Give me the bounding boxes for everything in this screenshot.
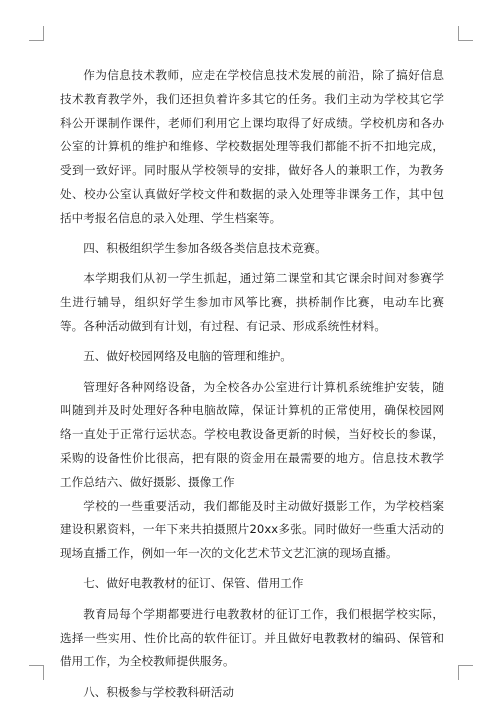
crop-mark-bottom-right [458,665,473,680]
paragraph-photography: 学校的一些重要活动，我们都能及时主动做好摄影工作，为学校档案建设积累资料，一年下来共拍摄照片20xx多张。同时做好一些重大活动的现场直播工作，例如一年一次的文化艺术节文艺汇演的现场直播。 [60,498,444,561]
section-heading-8: 八、积极参与学校教科研活动 [83,684,234,699]
crop-mark-bottom-left [29,665,44,680]
crop-mark-top-left [29,26,44,41]
crop-mark-top-right [458,26,473,41]
section-heading-4: 四、积极组织学生参加各级各类信息技术竞赛。 [83,241,327,256]
paragraph-duties: 作为信息技术教师，应走在学校信息技术发展的前沿，除了搞好信息技术教育教学外，我们还担负着许多其它的任务。我们主动为学校其它学科公开课制作课件，老师们利用它上课均取得了好成绩。学校机房和各办公室的计算机的维护和维修、学校数据处理等我们都能不折不扣地完成，受到一致好评。同时服从学校领导的安排，做好各人的兼职工作，为教务处、校办公室认真做好学校文件和数据的录入处理等非课务工作，其中包括中考报名信息的录入处理、学生档案等。 [60,68,444,225]
document-body [60,64,444,711]
section-heading-7: 七、做好电教教材的征订、保管、借用工作 [83,576,304,591]
paragraph-materials: 教育局每个学期都要进行电教教材的征订工作，我们根据学校实际，选择一些实用、性价比高的软件征订。并且做好电教教材的编码、保管和借用工作，为全校教师提供服务。 [60,606,444,669]
paragraph-network: 管理好各种网络设备，为全校各办公室进行计算机系统维护安装，随叫随到并及时处理好各种电脑故障，保证计算机的正常使用，确保校园网络一直处于正常行运状态。学校电教设备更新的时候，当好校长的参谋，采购的设备性价比很高，把有限的资金用在最需要的地方。信息技术教学工作总结六、做好摄影、摄像工作 [60,379,444,489]
section-heading-5: 五、做好校园网络及电脑的管理和维护。 [83,349,292,364]
paragraph-competitions: 本学期我们从初一学生抓起，通过第二课堂和其它课余时间对参赛学生进行辅导，组织好学生参加市风筝比赛，拱桥制作比赛，电动车比赛等。各种活动做到有计划，有过程、有记录、形成系统性材料。 [60,271,444,333]
